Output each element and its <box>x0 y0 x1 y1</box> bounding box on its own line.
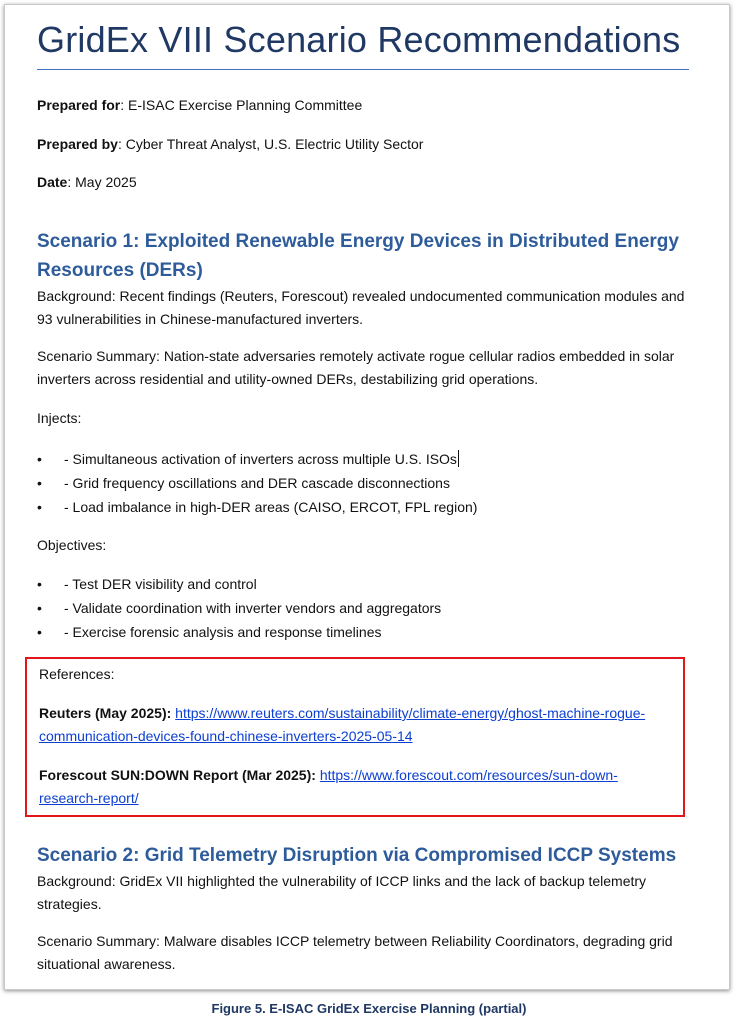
scenario1-summary: Scenario Summary: Nation-state adversaries remotely activate rogue cellular radios embedded in solar inverters across residential and utility-owned DERs, destabilizing grid operations. <box>37 348 675 387</box>
reference-source: Reuters (May 2025): <box>39 705 172 721</box>
references-highlight-box <box>25 657 685 817</box>
date-value: : May 2025 <box>67 174 137 190</box>
scenario1-heading-line2: Resources (DERs) <box>37 260 203 281</box>
references-label: References: <box>39 666 115 682</box>
title-underline <box>37 69 689 70</box>
prepared-for-line <box>37 97 362 113</box>
list-item: • - Load imbalance in high-DER areas (CAISO, ERCOT, FPL region) <box>37 495 677 519</box>
scenario2-summary: Scenario Summary: Malware disables ICCP telemetry between Reliability Coordinators, degrading grid situational awareness. <box>37 933 673 972</box>
list-item: • - Exercise forensic analysis and response timelines <box>37 620 677 644</box>
bullet-dot-icon: • <box>37 576 42 592</box>
objectives-list <box>37 572 677 644</box>
prepared-by-value: : Cyber Threat Analyst, U.S. Electric Utility Sector <box>117 136 424 152</box>
prepared-by-label: Prepared by <box>37 136 118 152</box>
scenario1-heading <box>37 227 687 285</box>
text-cursor-icon <box>458 450 459 467</box>
list-item: • - Simultaneous activation of inverters across multiple U.S. ISOs <box>37 447 677 471</box>
injects-label: Injects: <box>37 410 82 426</box>
date-label: Date <box>37 174 68 190</box>
list-item: • - Test DER visibility and control <box>37 572 677 596</box>
reference-reuters <box>39 702 673 748</box>
reuters-link[interactable]: https://www.reuters.com/sustainability/climate-energy/ghost-machine-rogue-communication-devices-found-chinese-inverters-2025-05-14 <box>39 705 646 744</box>
list-item: • - Validate coordination with inverter vendors and aggregators <box>37 596 677 620</box>
objectives-label: Objectives: <box>37 537 107 553</box>
scenario2-background: Background: GridEx VII highlighted the vulnerability of ICCP links and the lack of backup telemetry strategies. <box>37 873 647 912</box>
prepared-by-line <box>37 136 423 152</box>
scenario2-heading: Scenario 2: Grid Telemetry Disruption via Compromised ICCP Systems <box>37 845 677 866</box>
document-page <box>4 4 730 990</box>
bullet-dot-icon: • <box>37 475 42 491</box>
prepared-for-label: Prepared for <box>37 97 121 113</box>
reference-source: Forescout SUN:DOWN Report (Mar 2025): <box>39 767 316 783</box>
forescout-link[interactable]: https://www.forescout.com/resources/sun-down-research-report/ <box>39 767 618 806</box>
document-title: GridEx VIII Scenario Recommendations <box>37 19 681 60</box>
prepared-for-value: : E-ISAC Exercise Planning Committee <box>120 97 363 113</box>
injects-list <box>37 447 677 519</box>
reference-forescout <box>39 764 673 810</box>
scenario1-background: Background: Recent findings (Reuters, Forescout) revealed undocumented communication modules and 93 vulnerabilities in Chinese-manufactured inverters. <box>37 288 685 327</box>
date-line <box>37 174 137 190</box>
scenario1-heading-line1: Scenario 1: Exploited Renewable Energy Devices in Distributed Energy <box>37 231 679 252</box>
bullet-dot-icon: • <box>37 499 42 515</box>
figure-caption: Figure 5. E-ISAC GridEx Exercise Planning (partial) <box>211 1001 527 1016</box>
bullet-dot-icon: • <box>37 600 42 616</box>
list-item: • - Grid frequency oscillations and DER cascade disconnections <box>37 471 677 495</box>
bullet-dot-icon: • <box>37 624 42 640</box>
bullet-dot-icon: • <box>37 451 42 467</box>
